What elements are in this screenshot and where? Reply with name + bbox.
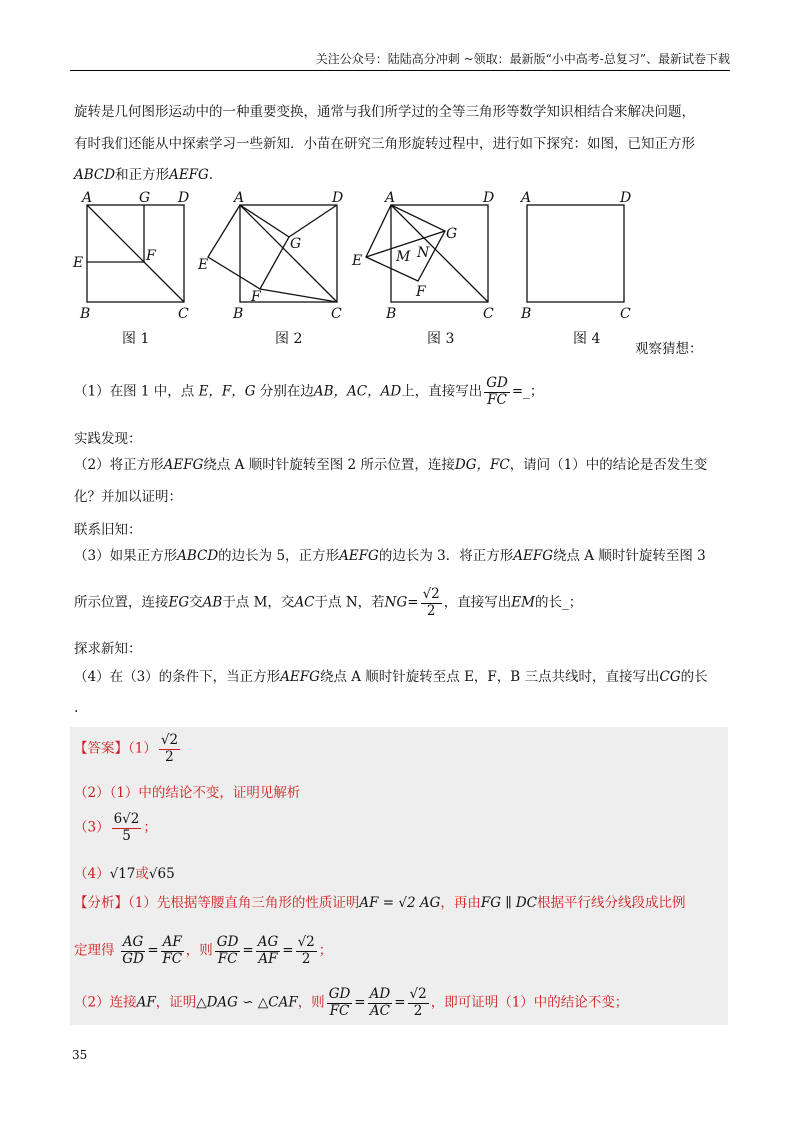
explore-heading: 探求新知：: [74, 641, 142, 657]
fig2-label: G: [290, 236, 302, 252]
fig1-label: C: [178, 306, 189, 322]
intro-line-1: 旋转是几何图形运动中的一种重要变换，通常与我们所学过的全等三角形等数学知识相结合来解决问题，: [74, 104, 695, 120]
figure-4: [527, 205, 624, 302]
page-header: 关注公众号：陆陆高分冲刺 ~领取：最新版“小中高考-总复习”、最新试卷下载: [315, 52, 730, 66]
answer-4: （4）√17或√65: [74, 866, 175, 882]
fig1-label: D: [178, 190, 190, 206]
fig3-label: D: [483, 190, 495, 206]
analysis-2: 定理得 $\frac{AG}{GD}$ = $\frac{AF}{FC}$ ，则 $\frac{GD}{FC}$ = $\frac{AG}{AF}$ = $\frac{√2}{2}$ ；: [74, 934, 333, 967]
figures-panel: [60, 185, 740, 355]
analysis-3: （2）连接AF，证明△DAG ∽ △CAF，则 $\frac{GD}{FC}$ = $\frac{AD}{AC}$ = $\frac{√2}{2}$ ，即可证明（1）中的结论不变；: [74, 986, 629, 1019]
fig4-label: D: [620, 190, 632, 206]
fig3-label: G: [446, 226, 458, 242]
fig2-label: D: [332, 190, 344, 206]
fig4-caption: 图 4: [573, 331, 601, 347]
fig3-label: M: [396, 249, 411, 265]
question-3-cont: 所示位置，连接EG交AB于点 M，交AC于点 N，若NG= $\frac{√2}{2}$ ，直接写出EM的长_；: [74, 586, 583, 619]
fig3-label: N: [417, 245, 430, 261]
question-4: （4）在（3）的条件下，当正方形AEFG绕点 A 顺时针旋转至点 E，F，B 三点共线时，直接写出CG的长: [74, 669, 708, 685]
fig1-label: F: [146, 248, 156, 264]
fig3-label: B: [386, 306, 397, 322]
fig1-label: A: [82, 190, 93, 206]
analysis-1: 【分析】（1）先根据等腰直角三角形的性质证明AF = √2 AG，再由FG ∥ DC根据平行线分线段成比例: [74, 895, 686, 911]
figure-1: [87, 205, 184, 302]
observe-heading: 观察猜想：: [635, 341, 703, 357]
fig2-caption: 图 2: [275, 331, 303, 347]
fig4-label: C: [620, 306, 631, 322]
fig3-label: E: [352, 253, 363, 269]
fig3-caption: 图 3: [427, 331, 455, 347]
fig1-label: G: [139, 190, 151, 206]
fig3-label: C: [483, 306, 494, 322]
fig4-label: A: [521, 190, 532, 206]
fig2-label: C: [331, 306, 342, 322]
fig3-label: A: [385, 190, 396, 206]
fig2-label: A: [234, 190, 245, 206]
question-1: （1）在图 1 中，点 E，F，G 分别在边AB，AC，AD上，直接写出 $\frac{GD}{FC}$ =_；: [74, 375, 544, 408]
intro-line-3: ABCD和正方形AEFG．: [74, 167, 223, 183]
connect-heading: 联系旧知：: [74, 522, 142, 538]
intro-line-2: 有时我们还能从中探索学习一些新知．小苗在研究三角形旋转过程中，进行如下探究：如图，已知正方形: [74, 136, 695, 152]
fig2-label: B: [233, 306, 244, 322]
question-4-dot: .: [74, 700, 79, 716]
header-rule: [70, 70, 730, 71]
answer-2: （2）（1）中的结论不变，证明见解析: [74, 785, 301, 801]
fig3-label: F: [416, 284, 426, 300]
practice-heading: 实践发现：: [74, 431, 142, 447]
question-2: （2）将正方形AEFG绕点 A 顺时针旋转至图 2 所示位置，连接DG，FC，请问（1）中的结论是否发生变: [74, 457, 708, 473]
fig1-label: E: [73, 255, 84, 271]
answer-1: 【答案】（1） $\frac{√2}{2}$: [74, 732, 179, 765]
answer-3: （3） $\frac{6√2}{5}$ ；: [74, 811, 157, 844]
fig1-caption: 图 1: [122, 331, 150, 347]
fig2-label: F: [251, 289, 261, 305]
fig2-label: E: [198, 257, 209, 273]
figure-2: [208, 205, 337, 302]
fig4-label: B: [521, 306, 532, 322]
fig1-label: B: [80, 306, 91, 322]
question-2-cont: 化？并加以证明：: [74, 489, 182, 505]
question-3: （3）如果正方形ABCD的边长为 5，正方形AEFG的边长为 3．将正方形AEFG绕点 A 顺时针旋转至图 3: [74, 548, 706, 564]
page-number: 35: [72, 1048, 88, 1062]
